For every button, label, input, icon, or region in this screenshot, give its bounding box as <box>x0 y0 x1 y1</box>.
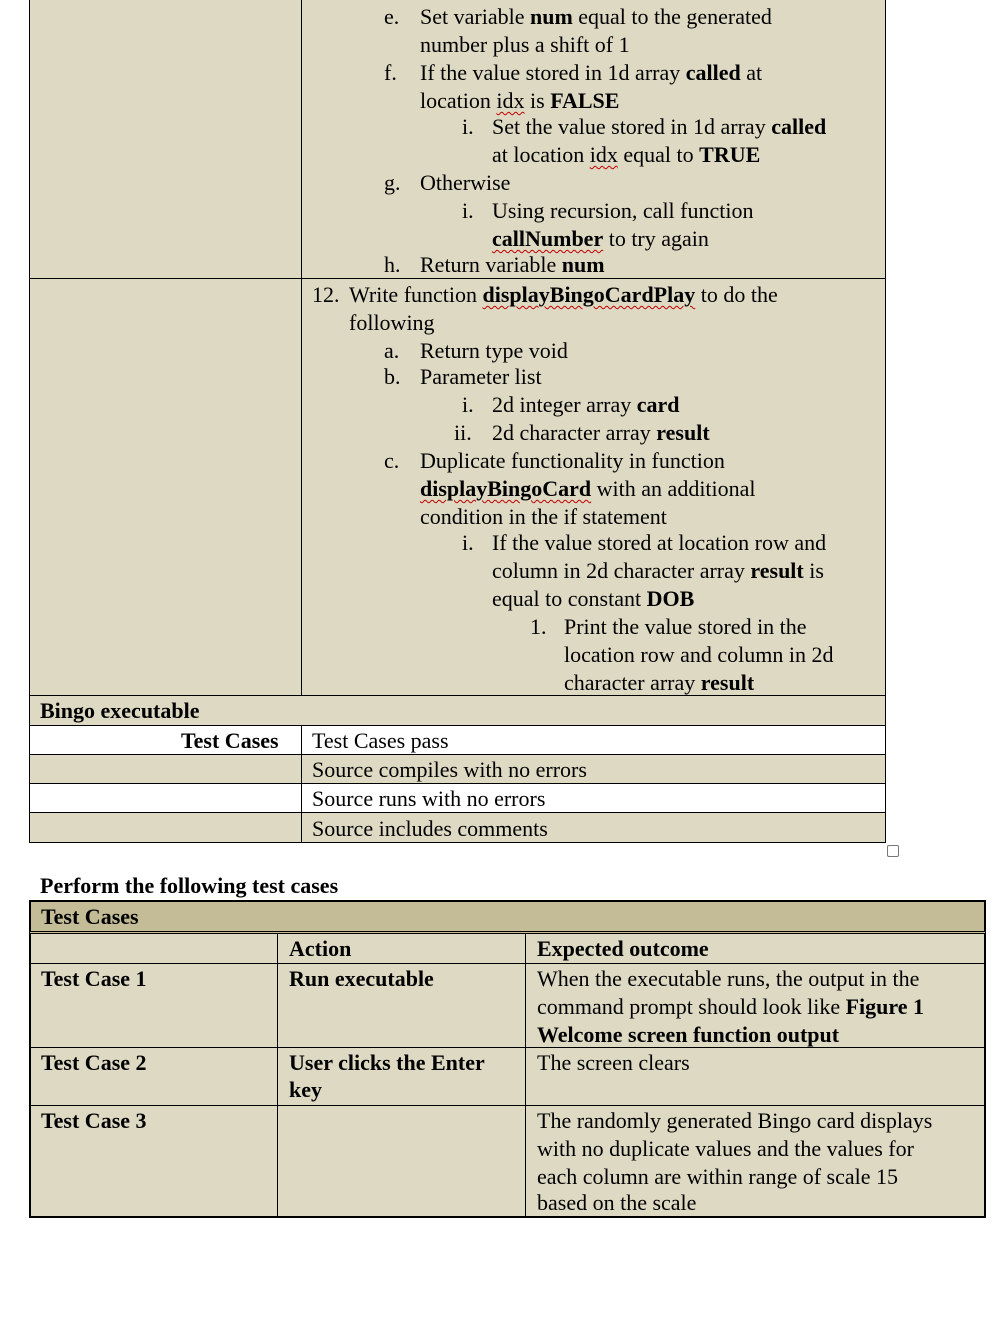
test-case-expected: The randomly generated Bingo card displays <box>537 1108 933 1133</box>
step-marker: i. <box>462 198 474 223</box>
table-resize-handle[interactable] <box>887 845 899 857</box>
test-case-expected: each column are within range of scale 15 <box>537 1164 899 1189</box>
test-cases-label: Test Cases <box>181 728 279 753</box>
test-case-expected: command prompt should look like Figure 1 <box>537 994 925 1019</box>
rubric-row-steps-left <box>29 0 302 279</box>
step-marker: h. <box>384 252 401 277</box>
criterion-text: Source runs with no errors <box>312 786 546 811</box>
test-case-expected: When the executable runs, the output in the <box>537 966 920 991</box>
col-action-header: Action <box>289 936 352 961</box>
test-header-col1 <box>29 933 278 964</box>
step-marker: 12. <box>312 282 340 307</box>
step-marker: e. <box>384 4 400 29</box>
test-case-3-action-cell <box>277 1105 526 1218</box>
criterion-text: Test Cases pass <box>312 728 449 753</box>
criterion-row-left <box>29 812 302 843</box>
test-case-action: key <box>289 1077 322 1102</box>
test-case-expected: with no duplicate values and the values for <box>537 1136 914 1161</box>
step-marker: c. <box>384 448 400 473</box>
section-heading: Perform the following test cases <box>40 873 339 898</box>
step-marker: i. <box>462 392 474 417</box>
step-marker: a. <box>384 338 400 363</box>
step-marker: 1. <box>530 614 547 639</box>
test-table-title: Test Cases <box>41 904 139 929</box>
test-case-name: Test Case 3 <box>41 1108 147 1133</box>
test-case-name: Test Case 2 <box>41 1050 147 1075</box>
step-marker: f. <box>384 60 397 85</box>
step-marker: ii. <box>454 420 472 445</box>
test-case-name: Test Case 1 <box>41 966 147 991</box>
criterion-row-left <box>29 783 302 813</box>
test-case-action: Run executable <box>289 966 434 991</box>
test-case-expected: The screen clears <box>537 1050 690 1075</box>
criterion-text: Source includes comments <box>312 816 548 841</box>
test-table-title-bar <box>29 900 986 934</box>
step-marker: i. <box>462 114 474 139</box>
criterion-row-left <box>29 754 302 784</box>
criterion-text: Source compiles with no errors <box>312 757 587 782</box>
test-case-action: User clicks the Enter <box>289 1050 485 1075</box>
bingo-executable-label: Bingo executable <box>40 698 200 723</box>
test-case-expected: Welcome screen function output <box>537 1022 840 1047</box>
step-marker: i. <box>462 530 474 555</box>
step-marker: g. <box>384 170 401 195</box>
test-case-expected: based on the scale <box>537 1190 697 1215</box>
step-marker: b. <box>384 364 401 389</box>
rubric-row-step12-left <box>29 278 302 696</box>
col-expected-header: Expected outcome <box>537 936 709 961</box>
